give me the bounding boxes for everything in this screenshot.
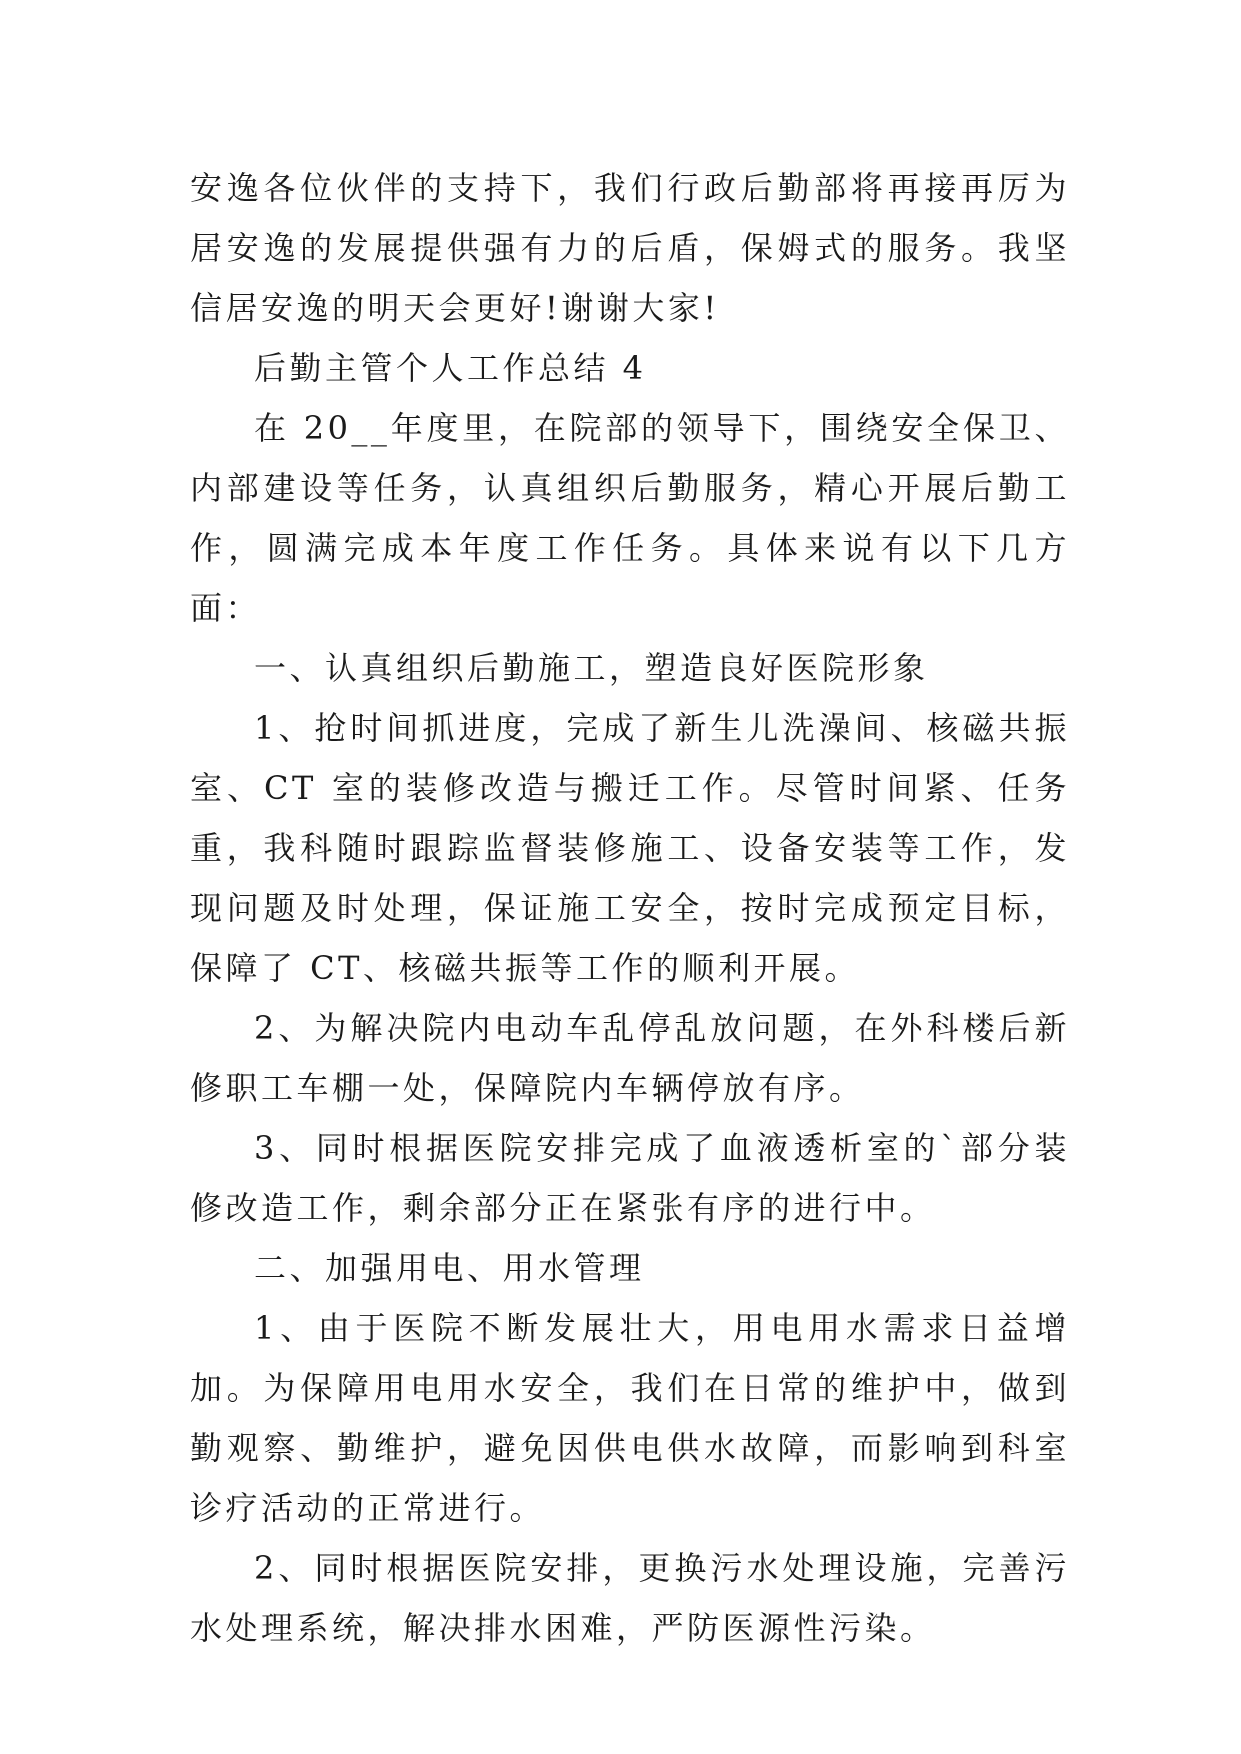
paragraph-item-2-1: 1、由于医院不断发展壮大，用电用水需求日益增加。为保障用电用水安全，我们在日常的维护中，做到勤观察、勤维护，避免因供电供水故障，而影响到科室诊疗活动的正常进行。 [190, 1309, 1070, 1527]
paragraph-item-1-3: 3、同时根据医院安排完成了血液透析室的`部分装修改造工作，剩余部分正在紧张有序的进行中。 [190, 1129, 1070, 1227]
section-heading-summary-4: 后勤主管个人工作总结 4 [254, 349, 647, 387]
paragraph-closing: 安逸各位伙伴的支持下，我们行政后勤部将再接再厉为居安逸的发展提供强有力的后盾，保姆式的服务。我坚信居安逸的明天会更好!谢谢大家! [190, 169, 1070, 327]
heading-part-1: 一、认真组织后勤施工，塑造良好医院形象 [254, 649, 929, 687]
paragraph-intro: 在 20__年度里，在院部的领导下，围绕安全保卫、内部建设等任务，认真组织后勤服务，精心开展后勤工作，圆满完成本年度工作任务。具体来说有以下几方面： [190, 409, 1070, 627]
paragraph-item-2-2: 2、同时根据医院安排，更换污水处理设施，完善污水处理系统，解决排水困难，严防医源性污染。 [190, 1549, 1070, 1647]
paragraph-item-1-2: 2、为解决院内电动车乱停乱放问题，在外科楼后新修职工车棚一处，保障院内车辆停放有序。 [190, 1009, 1070, 1107]
heading-part-2: 二、加强用电、用水管理 [254, 1249, 645, 1287]
paragraph-item-1-1: 1、抢时间抓进度，完成了新生儿洗澡间、核磁共振室、CT 室的装修改造与搬迁工作。尽管时间紧、任务重，我科随时跟踪监督装修施工、设备安装等工作，发现问题及时处理，保证施工安全，按时完成预定目标，保障了 CT、核磁共振等工作的顺利开展。 [190, 709, 1070, 987]
document-body [190, 158, 1070, 1658]
